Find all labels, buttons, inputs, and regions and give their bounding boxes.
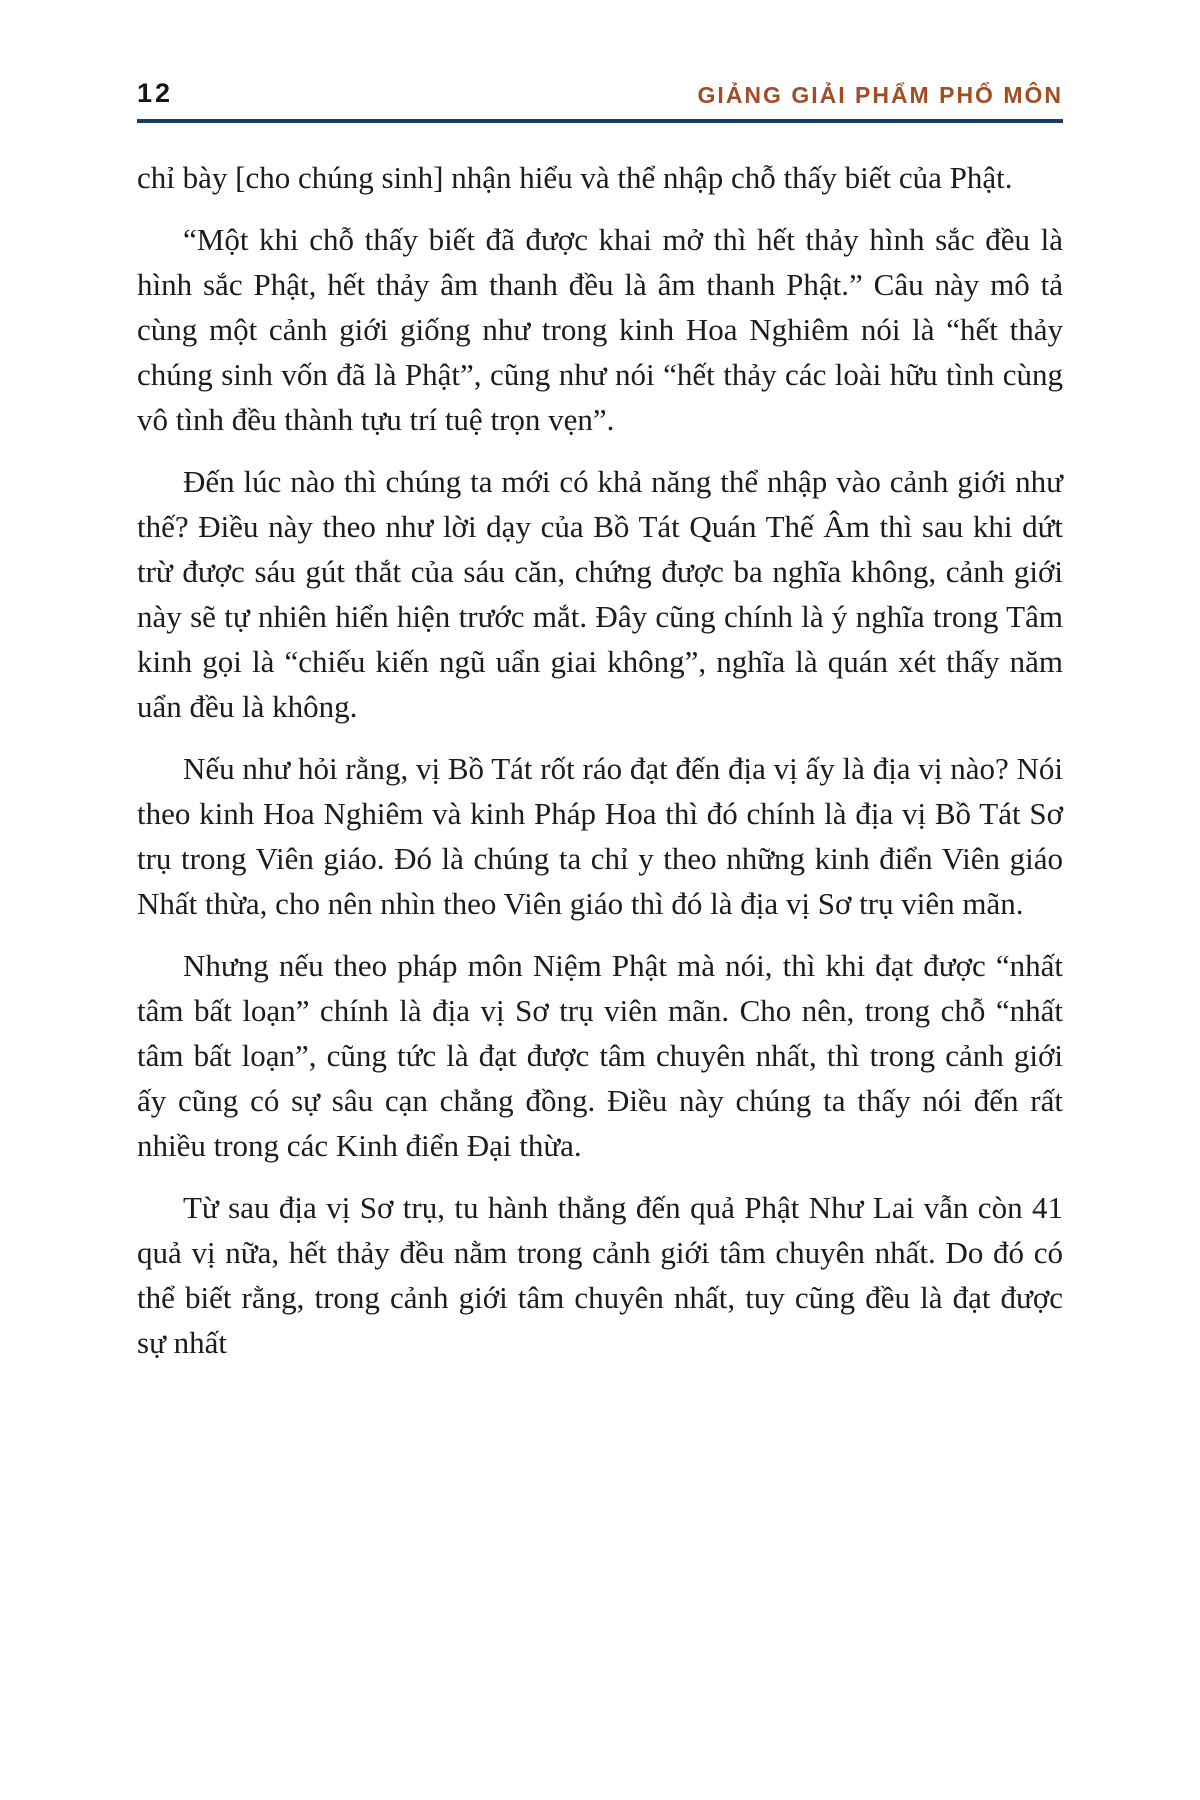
paragraph: Từ sau địa vị Sơ trụ, tu hành thẳng đến quả Phật Như Lai vẫn còn 41 quả vị nữa, hết thảy đều nằm trong cảnh giới tâm chuyên nhất. Do đó có thể biết rằng, trong cảnh giới tâm chuyên nhất, tuy cũng đều là đạt được sự nhất bbox=[137, 1190, 1063, 1360]
paragraph: chỉ bày [cho chúng sinh] nhận hiểu và thể nhập chỗ thấy biết của Phật. bbox=[137, 160, 1013, 195]
running-title: GIẢNG GIẢI PHẨM PHỔ MÔN bbox=[697, 82, 1063, 108]
paragraph: Nếu như hỏi rằng, vị Bồ Tát rốt ráo đạt đến địa vị ấy là địa vị nào? Nói theo kinh Hoa Nghiêm và kinh Pháp Hoa thì đó chính là địa vị Bồ Tát Sơ trụ trong Viên giáo. Đó là chúng ta chỉ y theo những kinh điển Viên giáo Nhất thừa, cho nên nhìn theo Viên giáo thì đó là địa vị Sơ trụ viên mãn. bbox=[137, 751, 1063, 921]
page-number: 12 bbox=[137, 78, 174, 108]
page-header bbox=[137, 78, 1063, 123]
paragraph: Nhưng nếu theo pháp môn Niệm Phật mà nói, thì khi đạt được “nhất tâm bất loạn” chính là địa vị Sơ trụ viên mãn. Cho nên, trong chỗ “nhất tâm bất loạn”, cũng tức là đạt được tâm chuyên nhất, thì trong cảnh giới ấy cũng có sự sâu cạn chẳng đồng. Điều này chúng ta thấy nói đến rất nhiều trong các Kinh điển Đại thừa. bbox=[137, 948, 1063, 1163]
page-body bbox=[137, 155, 1063, 1382]
paragraph: Đến lúc nào thì chúng ta mới có khả năng thể nhập vào cảnh giới như thế? Điều này theo như lời dạy của Bồ Tát Quán Thế Âm thì sau khi dứt trừ được sáu gút thắt của sáu căn, chứng được ba nghĩa không, cảnh giới này sẽ tự nhiên hiển hiện trước mắt. Đây cũng chính là ý nghĩa trong Tâm kinh gọi là “chiếu kiến ngũ uẩn giai không”, nghĩa là quán xét thấy năm uẩn đều là không. bbox=[137, 464, 1063, 724]
paragraph: “Một khi chỗ thấy biết đã được khai mở thì hết thảy hình sắc đều là hình sắc Phật, hết thảy âm thanh đều là âm thanh Phật.” Câu này mô tả cùng một cảnh giới giống như trong kinh Hoa Nghiêm nói là “hết thảy chúng sinh vốn đã là Phật”, cũng như nói “hết thảy các loài hữu tình cùng vô tình đều thành tựu trí tuệ trọn vẹn”. bbox=[137, 222, 1063, 437]
